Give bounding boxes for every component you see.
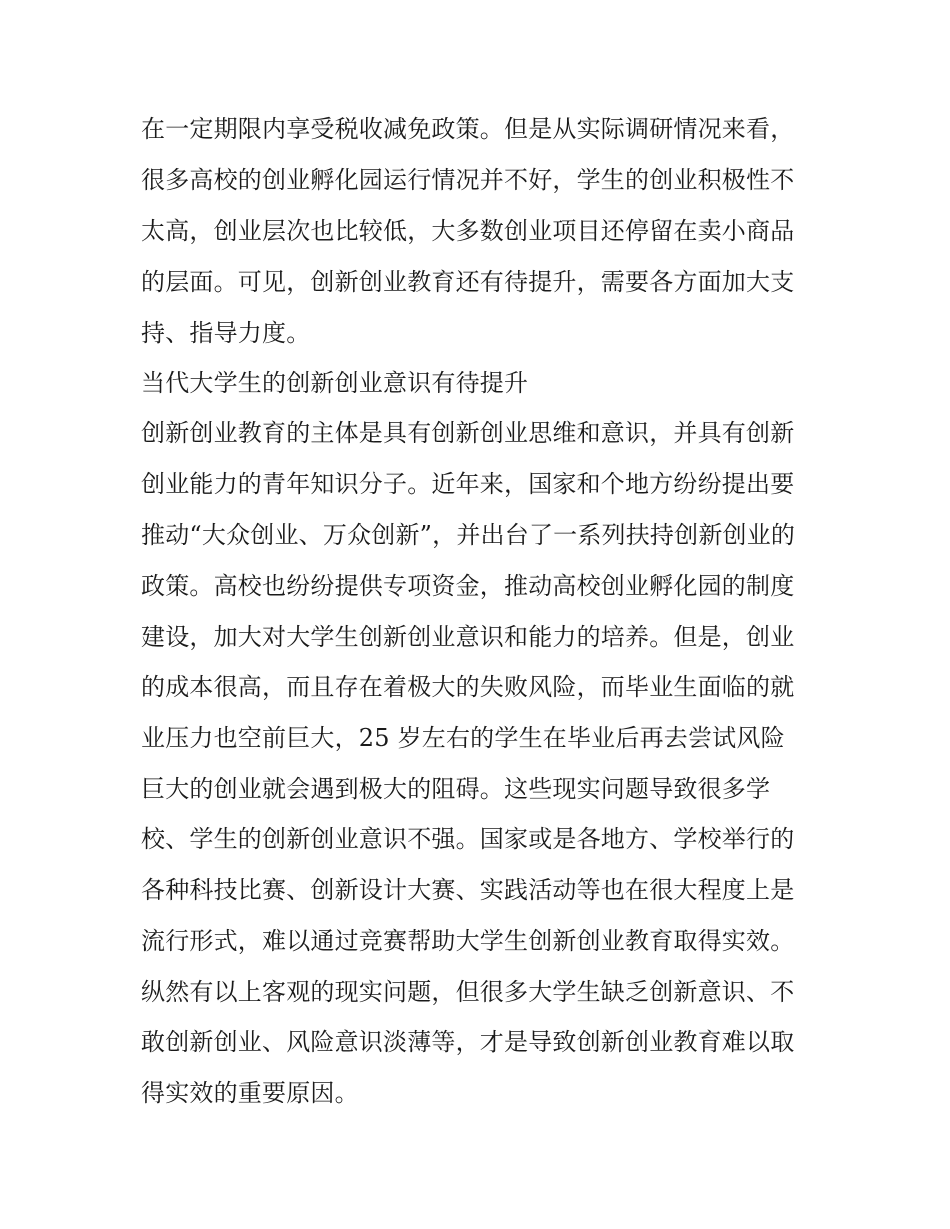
text-line: 各种科技比赛、创新设计大赛、实践活动等也在很大程度上是 bbox=[141, 876, 795, 904]
text-line: 业压力也空前巨大，25 岁左右的学生在毕业后再去尝试风险 bbox=[141, 724, 785, 752]
text-line: 持、指导力度。 bbox=[141, 319, 311, 347]
text-line: 创业能力的青年知识分子。近年来，国家和个地方纷纷提出要 bbox=[141, 470, 795, 498]
text-line: 建设，加大对大学生创新创业意识和能力的培养。但是，创业 bbox=[141, 623, 795, 651]
text-line: 政策。高校也纷纷提供专项资金，推动高校创业孵化园的制度 bbox=[141, 572, 795, 600]
text-line: 太高，创业层次也比较低，大多数创业项目还停留在卖小商品 bbox=[141, 217, 795, 245]
text-line: 在一定期限内享受税收减免政策。但是从实际调研情况来看， bbox=[141, 115, 795, 143]
section-heading: 当代大学生的创新创业意识有待提升 bbox=[141, 369, 529, 397]
text-line: 的层面。可见，创新创业教育还有待提升，需要各方面加大支 bbox=[141, 268, 795, 296]
text-line: 很多高校的创业孵化园运行情况并不好，学生的创业积极性不 bbox=[141, 166, 795, 194]
text-line: 推动“大众创业、万众创新”，并出台了一系列扶持创新创业的 bbox=[141, 521, 796, 549]
text-line: 纵然有以上客观的现实问题，但很多大学生缺乏创新意识、不 bbox=[141, 978, 795, 1006]
text-line: 巨大的创业就会遇到极大的阻碍。这些现实问题导致很多学 bbox=[141, 775, 771, 803]
text-line: 创新创业教育的主体是具有创新创业思维和意识，并具有创新 bbox=[141, 419, 795, 447]
text-line: 敢创新创业、风险意识淡薄等，才是导致创新创业教育难以取 bbox=[141, 1028, 795, 1056]
text-line: 的成本很高，而且存在着极大的失败风险，而毕业生面临的就 bbox=[141, 673, 795, 701]
text-line: 校、学生的创新创业意识不强。国家或是各地方、学校举行的 bbox=[141, 825, 795, 853]
text-line: 流行形式，难以通过竞赛帮助大学生创新创业教育取得实效。 bbox=[141, 927, 795, 955]
text-line: 得实效的重要原因。 bbox=[141, 1079, 359, 1107]
